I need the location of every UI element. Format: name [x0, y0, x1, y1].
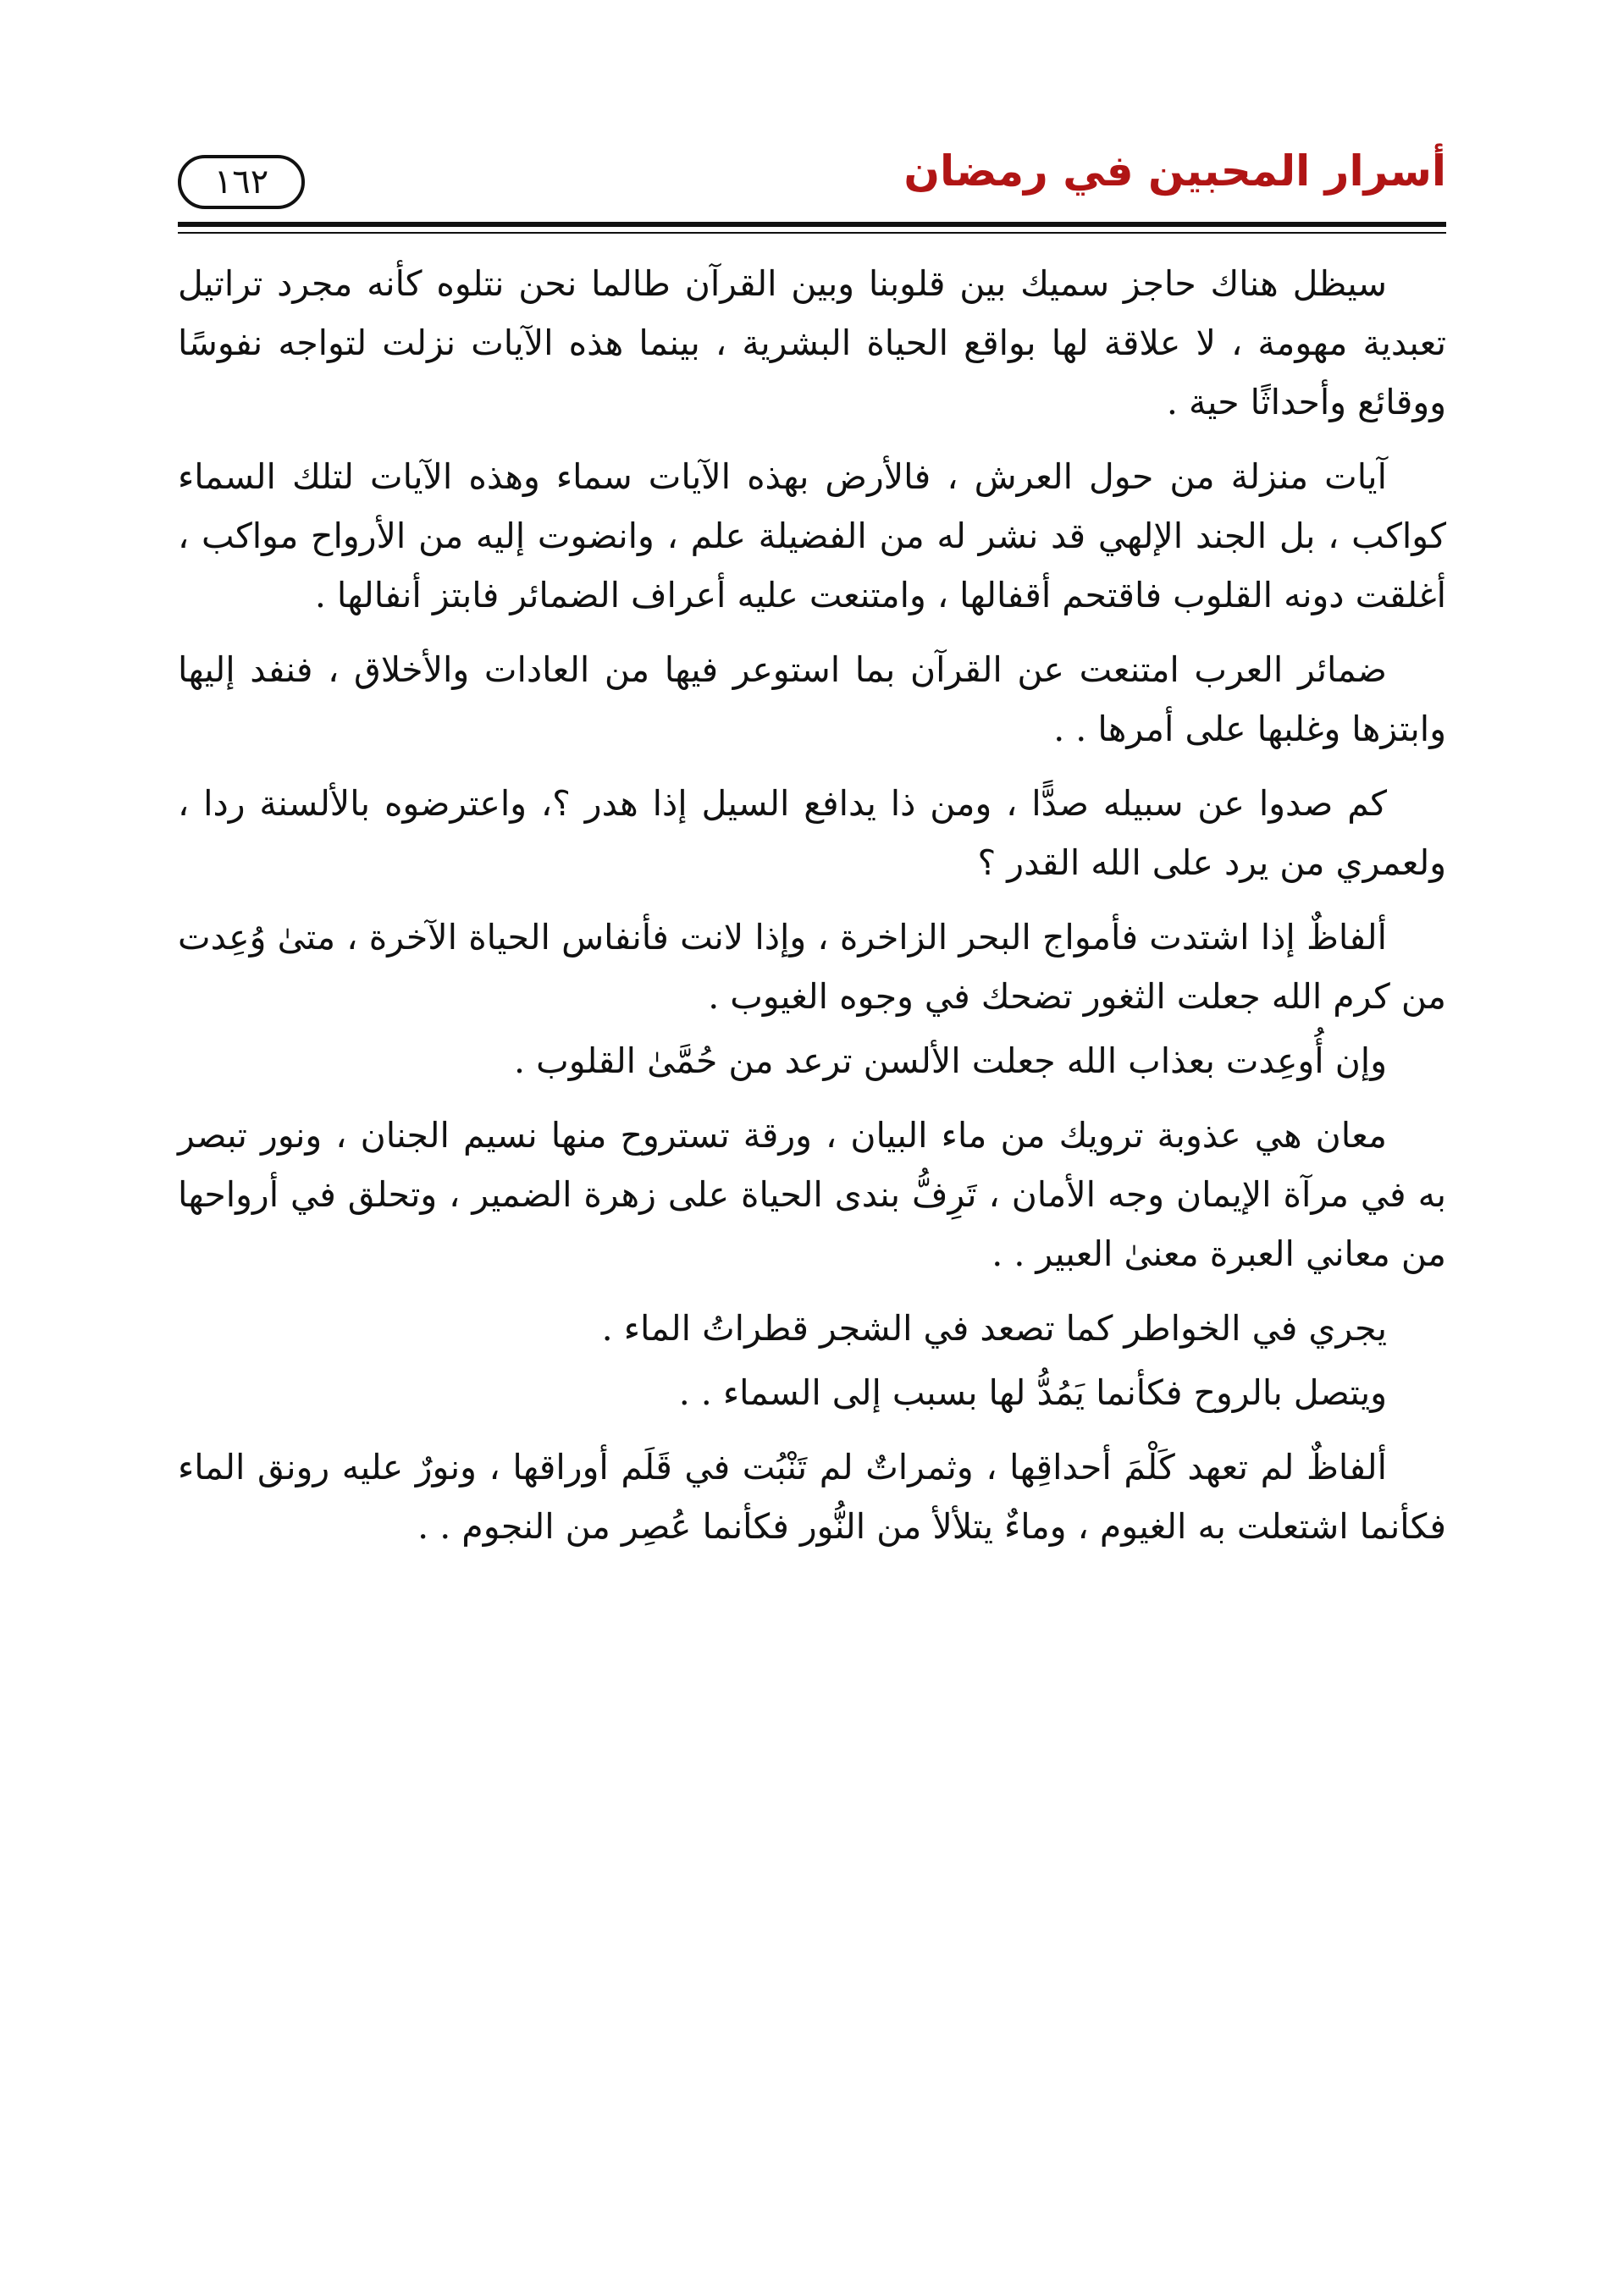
paragraph-8: يجري في الخواطر كما تصعد في الشجر قطراتُ الماء .	[601, 1308, 1387, 1349]
paragraph-9: ويتصل بالروح فكأنما يَمُدُّ لها بسبب إلى السماء . .	[678, 1372, 1387, 1413]
paragraph-1: سيظل هناك حاجز سميك بين قلوبنا وبين القرآن طالما نحن نتلوه كأنه مجرد تراتيل تعبدية مهومة ، لا علاقة لها بواقع الحياة البشرية ، بينما هذه الآيات نزلت لتواجه نفوسًا ووقائع وأحداثًا حية .	[178, 263, 1446, 422]
body-text	[178, 254, 1446, 1571]
paragraph-3: ضمائر العرب امتنعت عن القرآن بما استوعر فيها من العادات والأخلاق ، فنفد إليها وابتزها وغلبها على أمرها . .	[178, 649, 1446, 749]
paragraph-2: آيات منزلة من حول العرش ، فالأرض بهذه الآيات سماء وهذه الآيات لتلك السماء كواكب ، بل الجند الإلهي قد نشر له من الفضيلة علم ، وانضوت إليه من الأرواح مواكب ، أغلقت دونه القلوب فاقتحم أقفالها ، وامتنعت عليه أعراف الضمائر فابتز أنفالها .	[178, 456, 1446, 615]
header-rule-thin	[178, 232, 1446, 234]
page-number: ١٦٢	[178, 155, 305, 209]
page-header	[178, 140, 1446, 233]
book-title: أسرار المحبين في رمضان	[903, 146, 1446, 196]
paragraph-7: معان هي عذوبة ترويك من ماء البيان ، ورقة تستروح منها نسيم الجنان ، ونور تبصر به في مرآة الإيمان وجه الأمان ، تَرِفُّ بندى الحياة على زهرة الضمير ، وتحلق في أرواحها من معاني العبرة معنىٰ العبير . .	[178, 1115, 1446, 1274]
paragraph-10: ألفاظٌ لم تعهد كَلْمَ أحداقِها ، وثمراتٌ لم تَنْبُت في قَلَم أوراقها ، ونورٌ عليه رونق الماء فكأنما اشتعلت به الغيوم ، وماءٌ يتلألأ من النُّور فكأنما عُصِر من النجوم . .	[178, 1447, 1446, 1547]
header-rule-thick	[178, 222, 1446, 227]
paragraph-5: ألفاظٌ إذا اشتدت فأمواج البحر الزاخرة ، وإذا لانت فأنفاس الحياة الآخرة ، متىٰ وُعِدت من كرم الله جعلت الثغور تضحك في وجوه الغيوب .	[178, 917, 1446, 1017]
paragraph-6: وإن أُوعِدت بعذاب الله جعلت الألسن ترعد من حُمَّىٰ القلوب .	[514, 1040, 1387, 1081]
paragraph-4: كم صدوا عن سبيله صدًّا ، ومن ذا يدافع السيل إذا هدر ؟، واعترضوه بالألسنة ردا ، ولعمري من يرد على الله القدر ؟	[178, 783, 1446, 883]
